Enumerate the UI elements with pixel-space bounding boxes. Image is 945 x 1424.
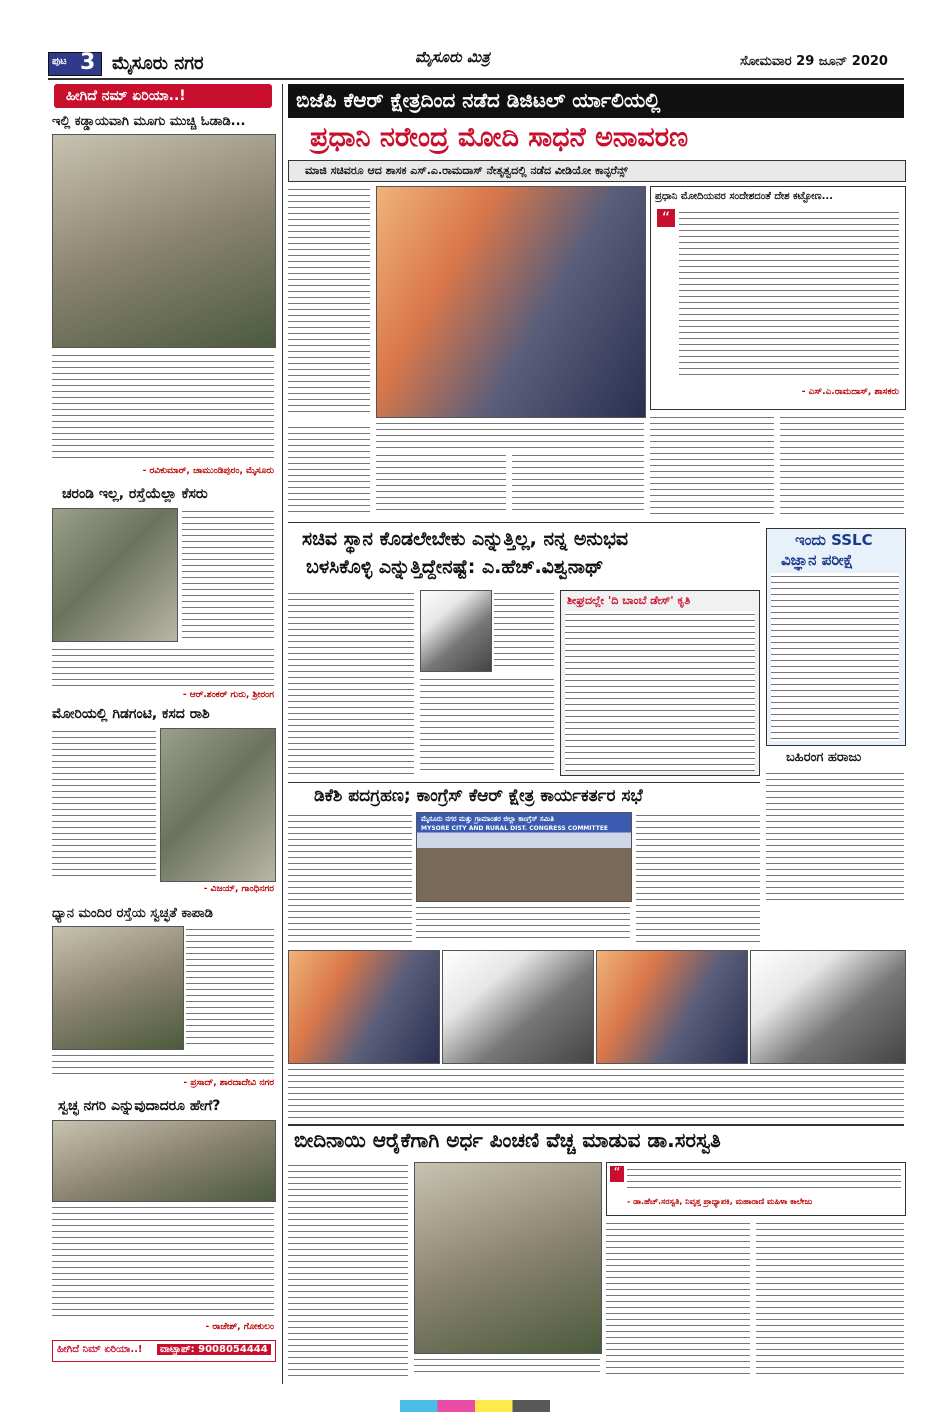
- saraswathi-quote-credit: - ಡಾ.ಹೆಚ್.ಸರಸ್ವತಿ, ನಿವೃತ್ತ ಪ್ರಾಧ್ಯಾಪಕಿ, ಮಹಾರಾಣಿ ಮಹಿಳಾ ಕಾಲೇಜು: [627, 1197, 813, 1206]
- story1-credit: - ರವಿಕುಮಾರ್, ಚಾಮುಂಡಿಪುರಂ, ಮೈಸೂರು: [142, 466, 274, 476]
- story2-text-bottom: [52, 646, 274, 688]
- lead-col1-text: [288, 186, 370, 416]
- lead-headline-line2: ಪ್ರಧಾನಿ ನರೇಂದ್ರ ಮೋದಿ ಸಾಧನೆ ಅನಾವರಣ: [310, 122, 689, 153]
- dks-text-a: [288, 812, 412, 942]
- saraswathi-story: [288, 1128, 904, 1380]
- issue-date: ಸೋಮವಾರ 29 ಜೂನ್ 2020: [740, 54, 888, 69]
- event-photo-3: [596, 950, 748, 1064]
- lead-text-b: [376, 452, 506, 514]
- vishwanath-text-a: [288, 590, 414, 774]
- story4-text-right: [186, 926, 274, 1048]
- quote-box-text: [679, 209, 899, 379]
- saraswathi-text-a: [288, 1162, 408, 1376]
- story2-photo: [52, 508, 178, 642]
- story5-photo: [52, 1120, 276, 1202]
- story4-title: ಧ್ಯಾನ ಮಂದಿರ ರಸ್ತೆಯ ಸ್ವಚ್ಛತೆ ಕಾಪಾಡಿ: [52, 906, 213, 921]
- section-title: ಮೈಸೂರು ನಗರ: [112, 53, 204, 74]
- story1-text: [52, 352, 274, 462]
- dks-photo: [416, 812, 632, 902]
- saraswathi-photo-caption: [414, 1356, 600, 1376]
- vishwanath-headline-line1: ಸಚಿವ ಸ್ಥಾನ ಕೊಡಲೇಬೇಕು ಎನ್ನುತ್ತಿಲ್ಲ, ನನ್ನ ಅನುಭವ: [302, 528, 629, 550]
- lead-caption: [376, 420, 644, 448]
- area-banner-text: ಹೀಗಿದೆ ನಮ್ ಏರಿಯಾ..!: [66, 88, 186, 104]
- story2-title: ಚರಂಡಿ ಇಲ್ಲ, ರಸ್ತೆಯೆಲ್ಲಾ ಕೆಸರು: [62, 486, 208, 502]
- saraswathi-quote: [606, 1162, 906, 1216]
- column-divider: [282, 84, 283, 1384]
- auction-title: ಬಹಿರಂಗ ಹರಾಜು: [786, 750, 862, 765]
- masthead: ಮೈಸೂರು ಮಿತ್ರ: [415, 48, 490, 66]
- lead-text-a: [288, 424, 370, 512]
- vishwanath-portrait: [420, 590, 492, 672]
- sslc-title2: ವಿಜ್ಞಾನ ಪರೀಕ್ಷೆ: [781, 551, 854, 569]
- story5-title: ಸ್ವಚ್ಛ ನಗರಿ ಎನ್ನುವುದಾದರೂ ಹೇಗೆ?: [58, 1098, 221, 1114]
- dks-story: [288, 786, 760, 946]
- quote-mark-icon: “: [657, 209, 675, 227]
- story4-photo: [52, 926, 184, 1050]
- left-column: [48, 84, 278, 1384]
- book-box: [560, 590, 760, 776]
- story5-credit: - ರಾಜೇಶ್, ಗೋಕುಲಂ: [205, 1322, 274, 1332]
- event-photo-strip: [288, 950, 904, 1062]
- lead-subhead-bar: [288, 160, 906, 182]
- area-footer: [52, 1340, 276, 1362]
- sslc-title1: ಇಂದು SSLC: [795, 531, 873, 549]
- event-photo-2: [442, 950, 594, 1064]
- story1-photo: [52, 134, 276, 348]
- story3-text-left: [52, 728, 156, 880]
- story2-credit: - ಆರ್.ಶಂಕರ್ ಗುರು, ಶ್ರೀರಂಗ: [182, 690, 274, 700]
- vishwanath-text-c: [420, 676, 554, 774]
- header-rule: [48, 78, 904, 80]
- story3-photo: [160, 728, 276, 882]
- book-box-title: ಶೀಘ್ರದಲ್ಲೇ 'ದಿ ಬಾಂಬೆ ಡೇಸ್' ಕೃತಿ: [567, 594, 691, 607]
- story5-text: [52, 1204, 274, 1318]
- story3-credit: - ವಿಜಯ್, ಗಾಂಧಿನಗರ: [203, 884, 274, 894]
- saraswathi-photo: [414, 1162, 602, 1354]
- story4-credit: - ಪ್ರಸಾದ್, ಶಾರದಾದೇವಿ ನಗರ: [183, 1078, 274, 1088]
- quote-box-credit: - ಎಸ್.ಎ.ರಾಮದಾಸ್, ಶಾಸಕರು: [801, 387, 899, 397]
- saraswathi-quote-text: [627, 1166, 901, 1192]
- color-registration-bar: [400, 1400, 550, 1412]
- auction-text: [766, 770, 904, 900]
- page-header: [0, 44, 945, 78]
- lead-text-d: [650, 414, 774, 514]
- story1-title: ಇಲ್ಲಿ ಕಡ್ಡಾಯವಾಗಿ ಮೂಗು ಮುಚ್ಚಿ ಓಡಾಡಿ...: [52, 114, 246, 129]
- quote-box-title: ಪ್ರಧಾನಿ ಮೋದಿಯವರ ಸಂದೇಶದಂತೆ ದೇಶ ಕಟ್ಟೋಣ...: [655, 191, 833, 202]
- lead-story: [288, 84, 904, 514]
- area-footer-left: ಹೀಗಿದೆ ನಿಮ್ ಏರಿಯಾ..!: [57, 1344, 143, 1355]
- area-banner: [54, 84, 272, 108]
- event-photo-4: [750, 950, 906, 1064]
- saraswathi-headline: ಬೀದಿನಾಯಿ ಆರೈಕೆಗಾಗಿ ಅರ್ಧ ಪಿಂಚಣಿ ವೆಚ್ಚ ಮಾಡುವ ಡಾ.ಸರಸ್ವತಿ: [294, 1128, 721, 1152]
- book-box-text: [565, 611, 755, 771]
- lead-text-c: [512, 452, 644, 514]
- dks-headline: ಡಿಕೆಶಿ ಪದಗ್ರಹಣ; ಕಾಂಗ್ರೆಸ್ ಕೆಆರ್ ಕ್ಷೇತ್ರ ಕಾರ್ಯಕರ್ತರ ಸಭೆ: [314, 786, 643, 806]
- event-photo-1: [288, 950, 440, 1064]
- vishwanath-story: [288, 528, 760, 778]
- dks-caption: [416, 904, 630, 942]
- sslc-sidebar: [766, 528, 904, 903]
- saraswathi-text-b: [606, 1220, 750, 1376]
- dks-banner-en: MYSORE CITY AND RURAL DIST. CONGRESS COMMITTEE: [421, 825, 609, 832]
- photo-strip-caption: [288, 1066, 904, 1120]
- vishwanath-text-b: [494, 590, 554, 670]
- lead-headline-line1: ಬಿಜೆಪಿ ಕೆಆರ್ ಕ್ಷೇತ್ರದಿಂದ ನಡೆದ ಡಿಜಿಟಲ್ ರ್ಯಾಲಿಯಲ್ಲಿ: [296, 88, 661, 112]
- lead-text-e: [780, 414, 904, 514]
- section-divider-3: [288, 1124, 904, 1126]
- section-label: ಪುಟ: [52, 56, 67, 67]
- dks-banner-text: ಮೈಸೂರು ನಗರ ಮತ್ತು ಗ್ರಾಮಾಂತರ ಜಿಲ್ಲಾ ಕಾಂಗ್ರೆಸ್ ಸಮಿತಿ: [421, 815, 554, 823]
- whatsapp-number: ವಾಟ್ಸಾಪ್: 9008054444: [157, 1344, 271, 1355]
- quote-mark-icon-2: “: [610, 1166, 624, 1182]
- lead-headline-bar: [288, 84, 904, 118]
- story4-text-bottom: [52, 1052, 274, 1076]
- story3-title: ಮೋರಿಯಲ್ಲಿ ಗಿಡಗಂಟಿ, ಕಸದ ರಾಶಿ: [52, 706, 210, 722]
- saraswathi-text-c: [756, 1220, 904, 1376]
- lead-subhead: ಮಾಜಿ ಸಚಿವರೂ ಆದ ಶಾಸಕ ಎಸ್.ಎ.ರಾಮದಾಸ್ ನೇತೃತ್ವದಲ್ಲಿ ನಡೆದ ವೀಡಿಯೋ ಕಾನ್ಫರೆನ್ಸ್: [305, 164, 628, 177]
- section-divider-2: [288, 782, 760, 783]
- story2-text-right: [182, 508, 274, 640]
- dks-text-b: [636, 812, 760, 942]
- section-divider-1: [288, 522, 760, 523]
- quote-box: [650, 186, 906, 410]
- sslc-text: [771, 573, 899, 741]
- sslc-box: [766, 528, 906, 746]
- page-number: 3: [80, 50, 96, 75]
- lead-photo: [376, 186, 646, 418]
- vishwanath-headline-line2: ಬಳಸಿಕೊಳ್ಳಿ ಎನ್ನುತ್ತಿದ್ದೇನಷ್ಟೆ: ಎ.ಹೆಚ್.ವಿಶ್ವನಾಥ್: [306, 556, 604, 578]
